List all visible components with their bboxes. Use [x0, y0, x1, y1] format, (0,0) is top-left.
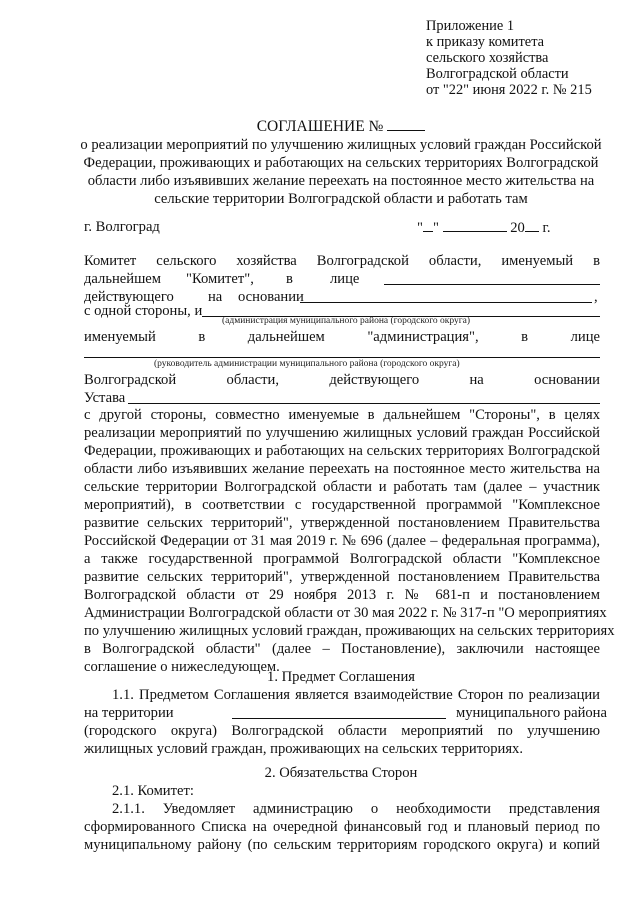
word: именуемый [84, 329, 156, 345]
word: именуемый [501, 253, 574, 269]
parties-line-2b: "Комитет", [186, 271, 254, 287]
year-prefix: 20 [510, 220, 525, 236]
year-suffix: г. [542, 220, 551, 236]
body-line: а также государственной программой Волгоградской области "Комплексное [84, 551, 600, 567]
number-blank [387, 117, 425, 131]
body-line: развитие сельских территорий", утвержденной постановлением Правительства [84, 515, 600, 531]
body-line: реализации мероприятий по улучшению жилищных условий граждан Российской [84, 425, 600, 441]
section-2-heading: 2. Обязательства Сторон [264, 765, 418, 781]
word: в [198, 329, 206, 345]
body-line: развитие сельских территорий", утвержденной постановлением Правительства [84, 569, 600, 585]
parties-line-4: с одной стороны, и [84, 303, 203, 319]
title-subtitle-line: Федерации, проживающих и работающих на сельских территориях Волгоградской [83, 155, 599, 171]
section-1-line [84, 704, 230, 722]
word: сельского [156, 253, 217, 269]
charter-blank [128, 403, 600, 404]
city: г. Волгоград [84, 219, 160, 235]
section-2-line: сформированного Списка на очередной финансовый год и плановый период по [84, 819, 600, 835]
body-line: сельские территории Волгоградской области и работать там (далее – участник [84, 479, 600, 495]
section-1-line: муниципального района [456, 705, 607, 721]
word: области, [428, 253, 482, 269]
date-line [417, 218, 551, 237]
territory-blank [232, 718, 446, 719]
title-subtitle-line: сельские территории Волгоградской области и работать там [154, 191, 528, 207]
word: хозяйства [236, 253, 297, 269]
body-line: мероприятий), в соответствии с государственной программой "Комплексное [84, 497, 600, 513]
body-line: с другой стороны, совместно именуемые в дальнейшем "Стороны", в целях [84, 407, 600, 423]
section-1-heading: 1. Предмет Соглашения [267, 669, 415, 685]
basis-blank [300, 302, 592, 303]
head-blank [84, 357, 600, 358]
body-line: Волгоградской области от 29 ноября 2013 г. № 681-п и постановлением [84, 587, 600, 603]
parties-line-3a: действующего [84, 289, 174, 305]
section-1-line: (городского округа) Волгоградской области мероприятий по улучшению [84, 723, 600, 739]
quote-close: " [432, 220, 439, 236]
body-line: Российской Федерации от 31 мая 2019 г. № 696 (далее – федеральная программа), [84, 533, 600, 549]
body-line: Федерации, проживающих и работающих на сельских территориях Волгоградской [84, 443, 600, 459]
section-2-line: 2.1.1. Уведомляет администрацию о необходимости представления [112, 801, 600, 817]
body-line: в Волгоградской области" (далее – Постановление), заключили настоящее [84, 641, 600, 657]
quote-open: " [417, 220, 423, 236]
section-1-line: жилищных условий граждан, проживающих на сельских территориях. [84, 741, 523, 757]
parties-line-1 [84, 252, 600, 270]
parties-line-2c: в [286, 271, 293, 287]
parties-line-2d: лице [330, 271, 360, 287]
word: Волгоградской [316, 253, 409, 269]
parties-line-6 [84, 371, 600, 389]
approval-block [426, 18, 592, 98]
approval-line: от "22" июня 2022 г. № 215 [426, 82, 592, 98]
word: дальнейшем [247, 329, 325, 345]
title-subtitle-line: области либо изъявивших желание переехать на постоянное место жительства на [87, 173, 595, 189]
word: "администрация", [367, 329, 479, 345]
section-1-line: 1.1. Предметом Соглашения является взаимодействие Сторон по реализации [112, 687, 600, 703]
body-line-last: соглашение о нижеследующем. [84, 659, 280, 675]
approval-line: Приложение 1 [426, 18, 515, 34]
territory-label: на территории [84, 705, 174, 721]
parties-line-2a: дальнейшем [84, 271, 162, 287]
word: действующего [329, 372, 420, 388]
section-2-line: 2.1. Комитет: [112, 783, 194, 799]
word: Волгоградской [84, 372, 177, 388]
word: на [469, 372, 484, 388]
section-2-line: муниципальному району (по сельским территориям городского округа) и копий [84, 837, 600, 853]
approval-line: сельского хозяйства [426, 50, 549, 66]
year-blank [525, 218, 539, 232]
body-line: Администрации Волгоградской области от 30 мая 2022 г. № 317-п "О мероприятиях [84, 605, 607, 621]
approval-line: Волгоградской области [426, 66, 569, 82]
title-text: СОГЛАШЕНИЕ № [256, 118, 384, 135]
word: лице [570, 329, 601, 345]
body-line: по улучшению жилищных условий граждан, проживающих на сельских территориях [84, 623, 615, 639]
word: области, [226, 372, 279, 388]
administration-note: (администрация муниципального района (городского округа) [222, 316, 471, 326]
title-subtitle-line: о реализации мероприятий по улучшению жилищных условий граждан Российской [80, 137, 602, 153]
parties-line-7: Устава [84, 390, 126, 406]
parties-line-3c: основании [238, 289, 304, 305]
head-note: (руководитель администрации муниципального района (городского округа) [154, 359, 460, 369]
representative-blank [384, 284, 600, 285]
word: в [521, 329, 529, 345]
day-blank [423, 218, 433, 232]
parties-line-3-end: , [594, 289, 598, 305]
month-blank [443, 218, 507, 232]
word: Комитет [84, 253, 137, 269]
parties-line-3b: на [208, 289, 223, 305]
document-title [60, 117, 622, 136]
word: в [593, 253, 600, 269]
body-line: области либо изъявивших желание переехать на постоянное место жительства на [84, 461, 600, 477]
approval-line: к приказу комитета [426, 34, 545, 50]
word: основании [534, 372, 600, 388]
parties-line-5 [84, 328, 600, 346]
